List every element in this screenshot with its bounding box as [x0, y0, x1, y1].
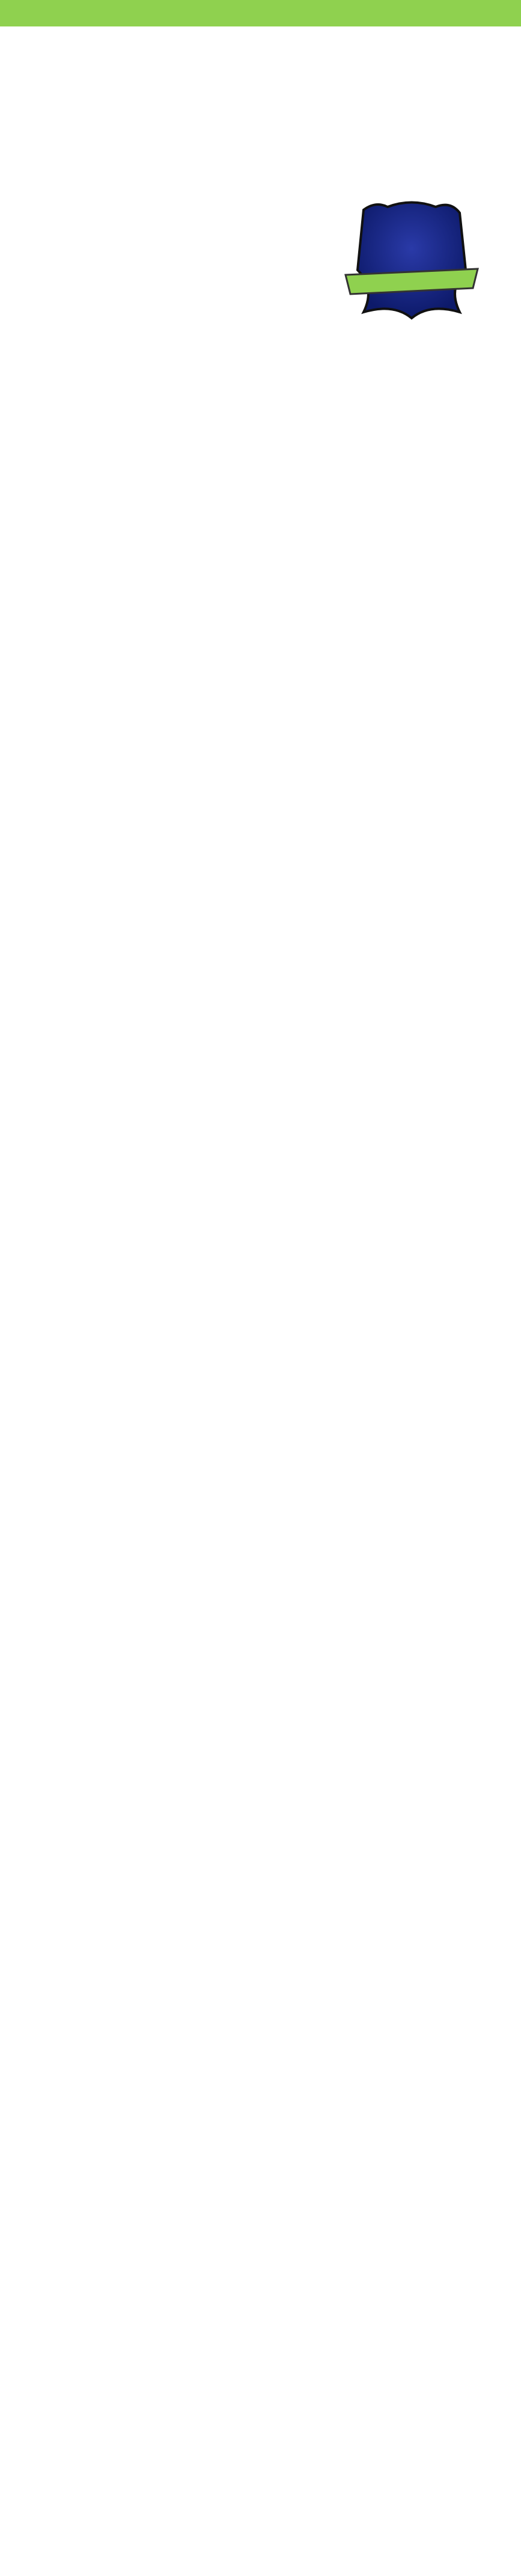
standings-area	[0, 26, 521, 628]
page-title	[0, 0, 521, 26]
nrs-logo	[340, 198, 484, 330]
